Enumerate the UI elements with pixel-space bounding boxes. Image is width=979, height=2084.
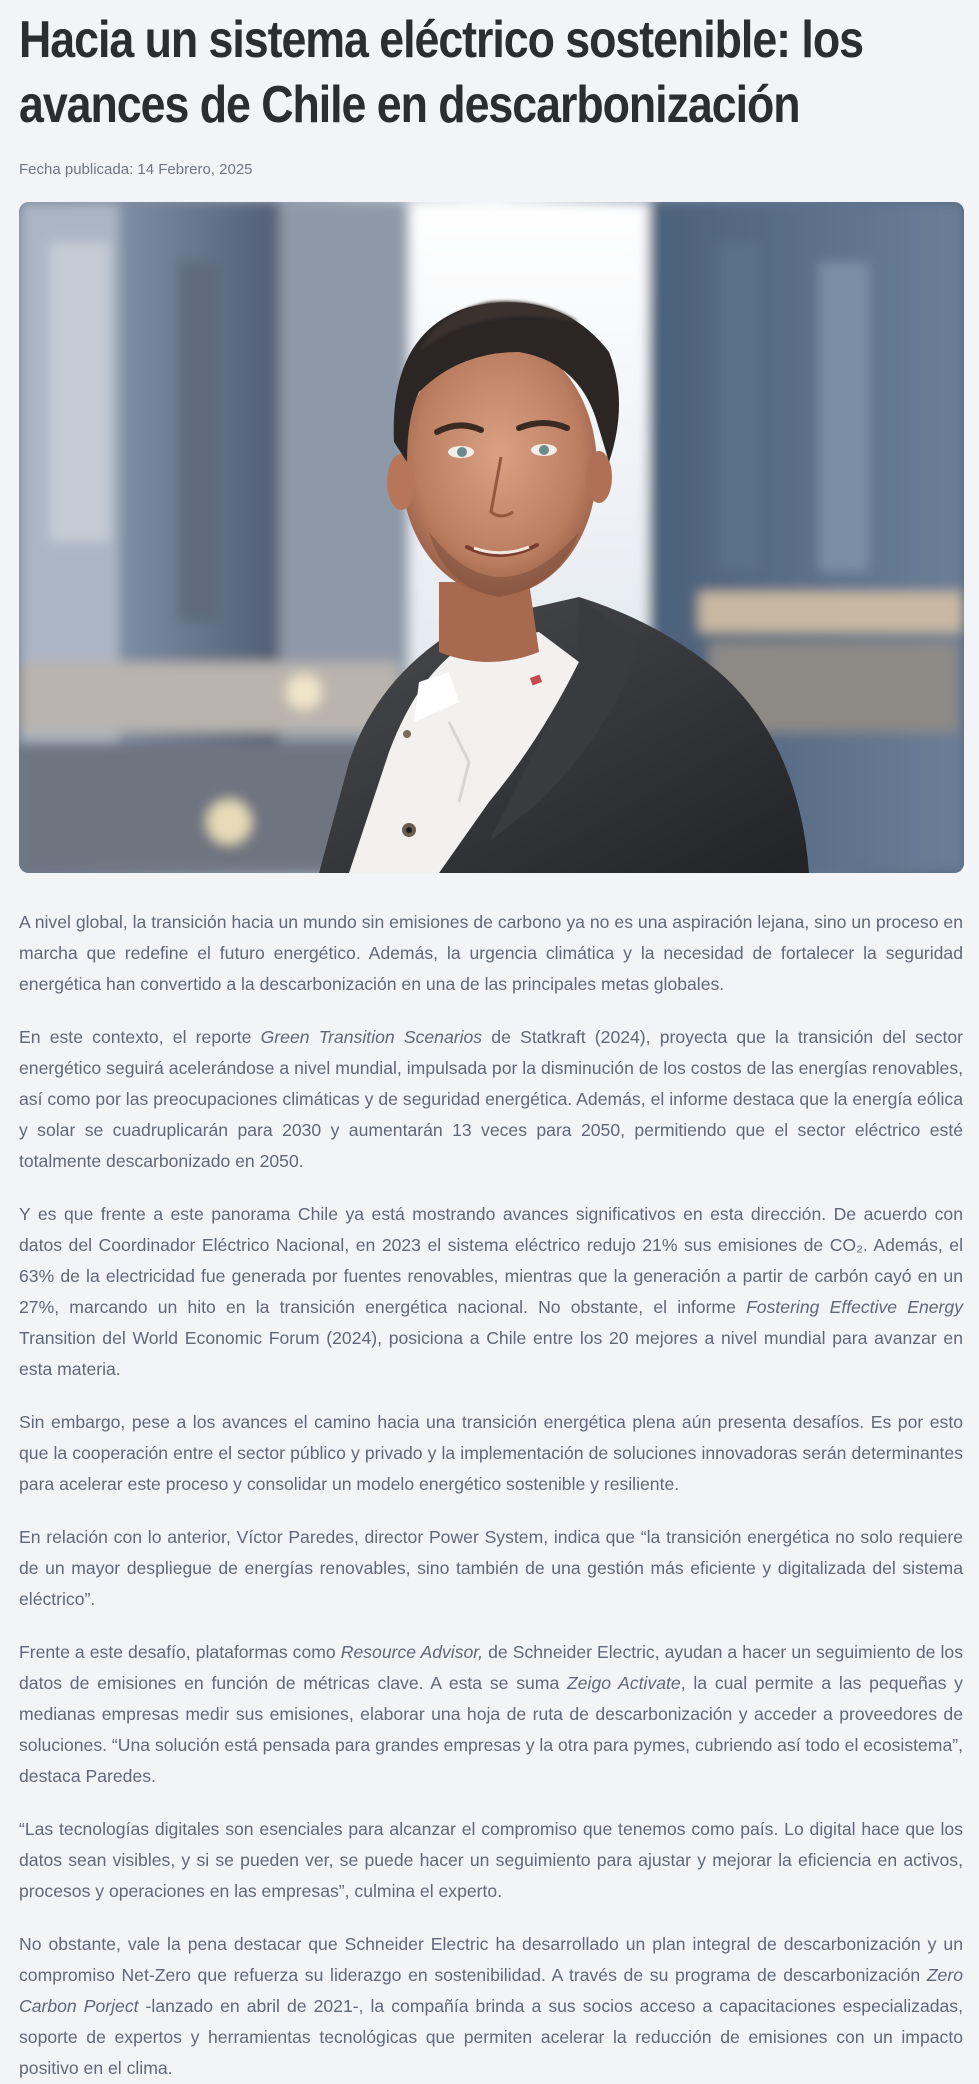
portrait-photo [19,202,964,873]
article-paragraph [19,1522,963,1615]
paragraph-text: En este contexto, el reporte [19,1027,261,1047]
article-paragraph [19,1022,963,1177]
hero-image [19,202,964,873]
publish-date-label: Fecha publicada: [19,161,134,178]
article-paragraph [19,1637,963,1792]
paragraph-text: En relación con lo anterior, Víctor Paredes, director Power System, indica que “la transición energética no solo requiere de un mayor despliegue de energías renovables, sino también de una gestión más eficiente y digitalizada del sistema eléctrico”. [19,1527,963,1609]
article-paragraph [19,1199,963,1385]
italic-text: Fostering Effective Energy [746,1297,963,1317]
italic-text: Green Transition Scenarios [260,1027,483,1047]
paragraph-text: “Las tecnologías digitales son esenciales para alcanzar el compromiso que tenemos como país. Lo digital hace que los datos sean visibles, y si se pueden ver, se puede hacer un seguimiento para ajustar y mejorar la eficiencia en activos, procesos y operaciones en las empresas”, culmina el experto. [19,1819,963,1901]
paragraph-text: de Statkraft (2024), proyecta que la transición del sector energético seguirá acelerándose a nivel mundial, impulsada por la disminución de los costos de las energías renovables, así como por las preocupaciones climáticas y de seguridad energética. Además, el informe destaca que la energía eólica y solar se cuadruplicarán para 2030 y aumentarán 13 veces para 2050, permitiendo que el sector eléctrico esté totalmente descarbonizado en 2050. [19,1027,963,1171]
paragraph-text: -lanzado en abril de 2021-, la compañía brinda a sus socios acceso a capacitaciones especializadas, soporte de expertos y herramientas tecnológicas que permiten acelerar la reducción de emisiones con un impacto positivo en el clima. [19,1996,963,2078]
article-paragraph [19,1407,963,1500]
italic-text: Zeigo Activate [567,1673,681,1693]
publish-date-value: 14 Febrero, 2025 [137,161,253,178]
paragraph-text: , la cual permite a las pequeñas y medianas empresas medir sus emisiones, elaborar una hoja de ruta de descarbonización y acceder a proveedores de soluciones. “Una solución está pensada para grandes empresas y la otra para pymes, cubriendo así todo el ecosistema”, destaca Paredes. [19,1673,963,1786]
paragraph-text: de Schneider Electric, ayudan a hacer un seguimiento de los datos de emisiones en función de métricas clave. A esta se suma [19,1642,963,1693]
paragraph-text: Sin embargo, pese a los avances el camino hacia una transición energética plena aún presenta desafíos. Es por esto que la cooperación entre el sector público y privado y la implementación de soluciones innovadoras serán determinantes para acelerar este proceso y consolidar un modelo energético sostenible y resiliente. [19,1412,963,1494]
article-body [19,907,963,2084]
article-title: Hacia un sistema eléctrico sostenible: los avances de Chile en descarbonización [19,11,863,134]
italic-text: Resource Advisor, [340,1642,484,1662]
paragraph-text: No obstante, vale la pena destacar que Schneider Electric ha desarrollado un plan integral de descarbonización y un compromiso Net-Zero que refuerza su liderazgo en sostenibilidad. A través de su programa de descarbonización [19,1934,963,1985]
article-paragraph [19,907,963,1000]
article-paragraph [19,1814,963,1907]
paragraph-text: A nivel global, la transición hacia un mundo sin emisiones de carbono ya no es una aspiración lejana, sino un proceso en marcha que redefine el futuro energético. Además, la urgencia climática y la necesidad de fortalecer la seguridad energética han convertido a la descarbonización en una de las principales metas globales. [19,912,963,994]
publish-date [19,160,963,180]
article-paragraph [19,1929,963,2084]
paragraph-text: Y es que frente a este panorama Chile ya está mostrando avances significativos en esta dirección. De acuerdo con datos del Coordinador Eléctrico Nacional, en 2023 el sistema eléctrico redujo 21% sus emisiones de CO₂. Además, el 63% de la electricidad fue generada por fuentes renovables, mientras que la generación a partir de carbón cayó en un 27%, marcando un hito en la transición energética nacional. No obstante, el informe [19,1204,963,1317]
italic-text: Zero Carbon Porject [19,1965,963,2016]
paragraph-text: Transition del World Economic Forum (2024), posiciona a Chile entre los 20 mejores a nivel mundial para avanzar en esta materia. [19,1328,963,1379]
paragraph-text: Frente a este desafío, plataformas como [19,1642,341,1662]
